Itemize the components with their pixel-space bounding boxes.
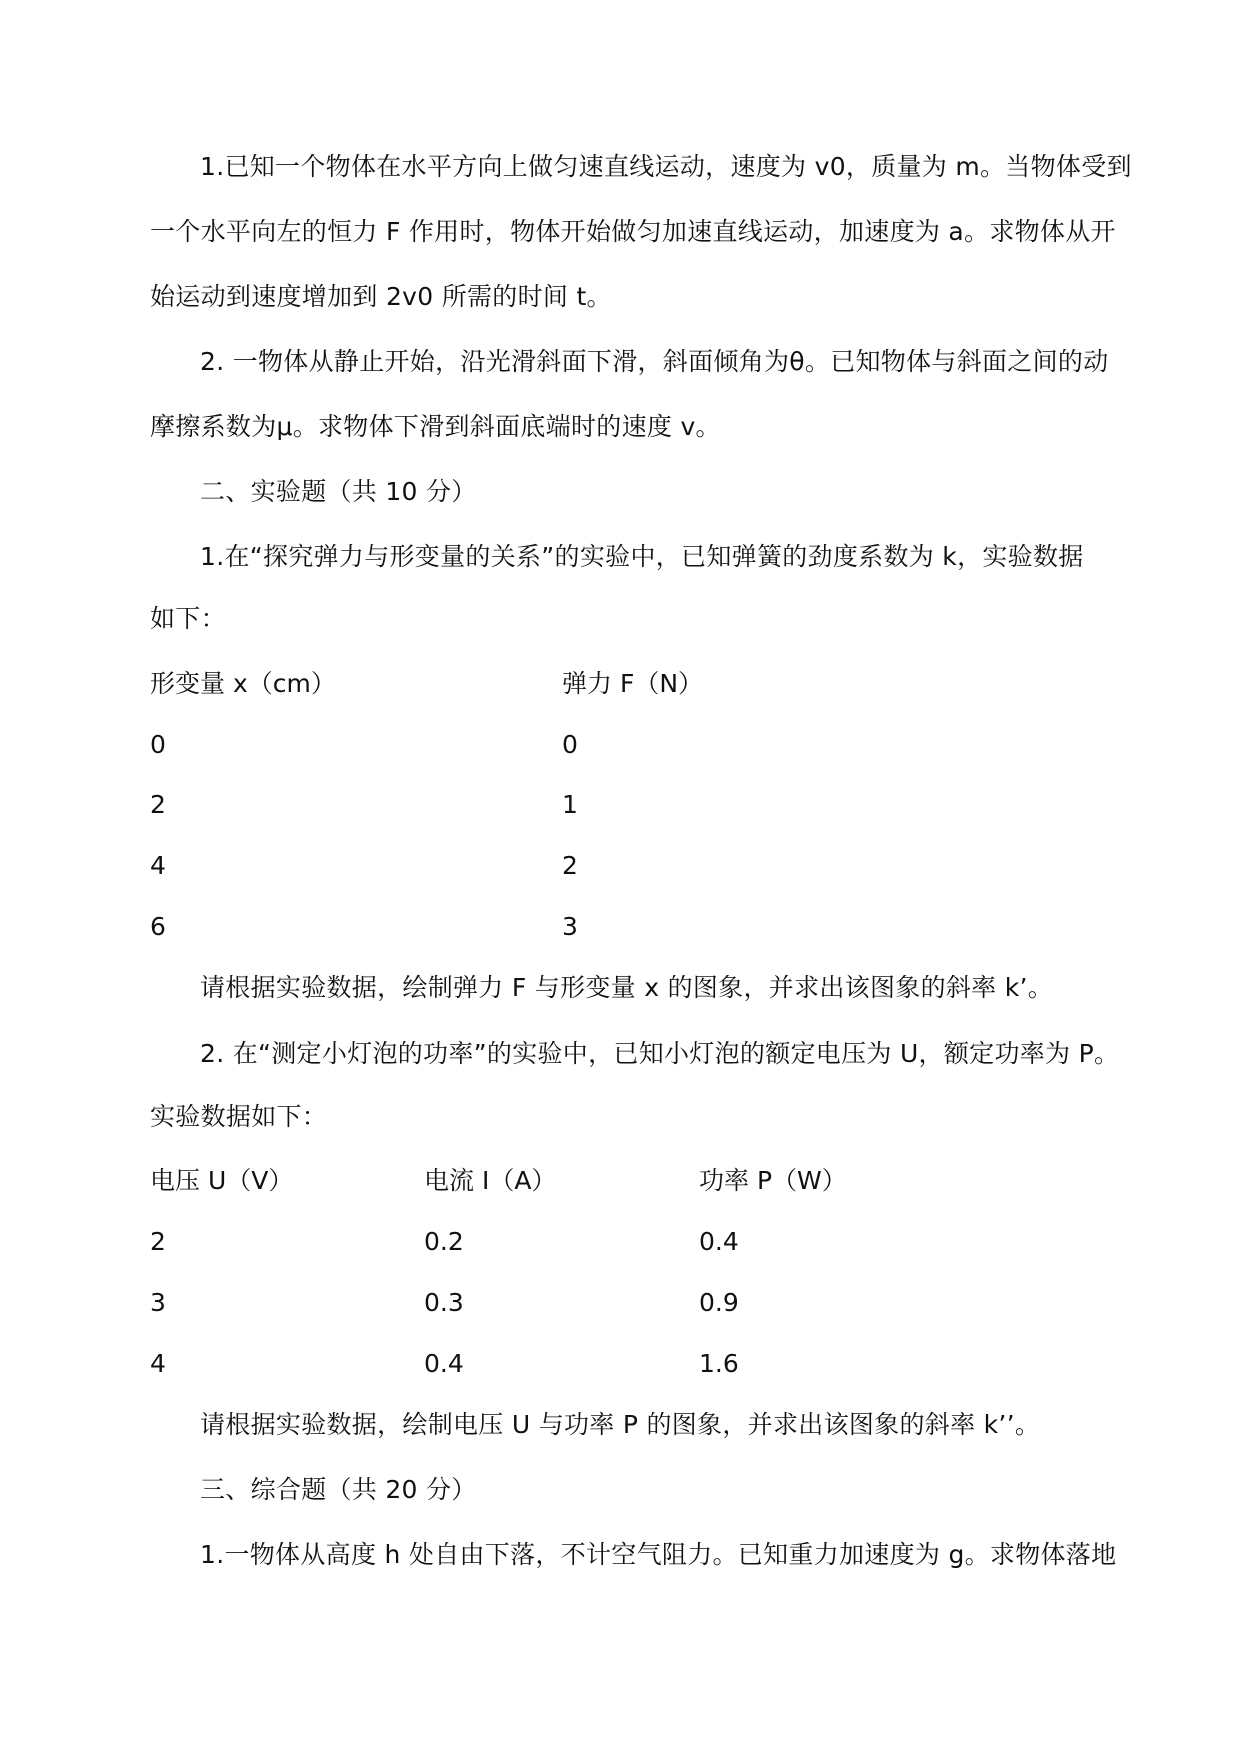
exp1-cell: 6 <box>150 912 166 941</box>
q1-line1: 1.已知一个物体在水平方向上做匀速直线运动，速度为 v0，质量为 m。当物体受到 <box>200 152 1132 181</box>
q2-line2: 摩擦系数为μ。求物体下滑到斜面底端时的速度 v。 <box>150 412 721 441</box>
exp2-line1: 2. 在“测定小灯泡的功率”的实验中，已知小灯泡的额定电压为 U，额定功率为 P。 <box>200 1039 1120 1068</box>
q2-line1: 2. 一物体从静止开始，沿光滑斜面下滑，斜面倾角为θ。已知物体与斜面之间的动 <box>200 347 1109 376</box>
section2-heading: 二、实验题（共 10 分） <box>200 477 477 506</box>
exp2-cell: 1.6 <box>699 1349 739 1378</box>
exp2-cell: 0.2 <box>424 1227 464 1256</box>
exp2-cell: 4 <box>150 1349 166 1378</box>
section3-heading: 三、综合题（共 20 分） <box>200 1475 477 1504</box>
exp2-header-p: 功率 P（W） <box>699 1166 847 1195</box>
exp2-cell: 2 <box>150 1227 166 1256</box>
exp1-line2: 如下： <box>150 604 226 633</box>
exp1-prompt: 请根据实验数据，绘制弹力 F 与形变量 x 的图象，并求出该图象的斜率 k’。 <box>200 973 1054 1002</box>
exp1-cell: 2 <box>150 790 166 819</box>
exp2-header-i: 电流 I（A） <box>424 1166 557 1195</box>
exp1-cell: 2 <box>562 851 578 880</box>
exp1-cell: 0 <box>562 730 578 759</box>
exp2-line2: 实验数据如下： <box>150 1102 328 1131</box>
section3-q1-line1: 1.一物体从高度 h 处自由下落，不计空气阻力。已知重力加速度为 g。求物体落地 <box>200 1540 1117 1569</box>
exp1-cell: 3 <box>562 912 578 941</box>
exp1-header-x: 形变量 x（cm） <box>150 669 336 698</box>
q1-line3: 始运动到速度增加到 2v0 所需的时间 t。 <box>150 282 612 311</box>
exp1-header-f: 弹力 F（N） <box>562 669 704 698</box>
q1-line2: 一个水平向左的恒力 F 作用时，物体开始做匀加速直线运动，加速度为 a。求物体从开 <box>150 217 1116 246</box>
exp1-cell: 1 <box>562 790 578 819</box>
exp2-prompt: 请根据实验数据，绘制电压 U 与功率 P 的图象，并求出该图象的斜率 k’’。 <box>200 1410 1041 1439</box>
exp1-cell: 4 <box>150 851 166 880</box>
exp2-cell: 0.4 <box>699 1227 739 1256</box>
exp2-header-u: 电压 U（V） <box>150 1166 294 1195</box>
exp2-cell: 3 <box>150 1288 166 1317</box>
exp2-cell: 0.9 <box>699 1288 739 1317</box>
exp2-cell: 0.3 <box>424 1288 464 1317</box>
exp1-cell: 0 <box>150 730 166 759</box>
exp1-line1: 1.在“探究弹力与形变量的关系”的实验中，已知弹簧的劲度系数为 k，实验数据 <box>200 542 1084 571</box>
exp2-cell: 0.4 <box>424 1349 464 1378</box>
